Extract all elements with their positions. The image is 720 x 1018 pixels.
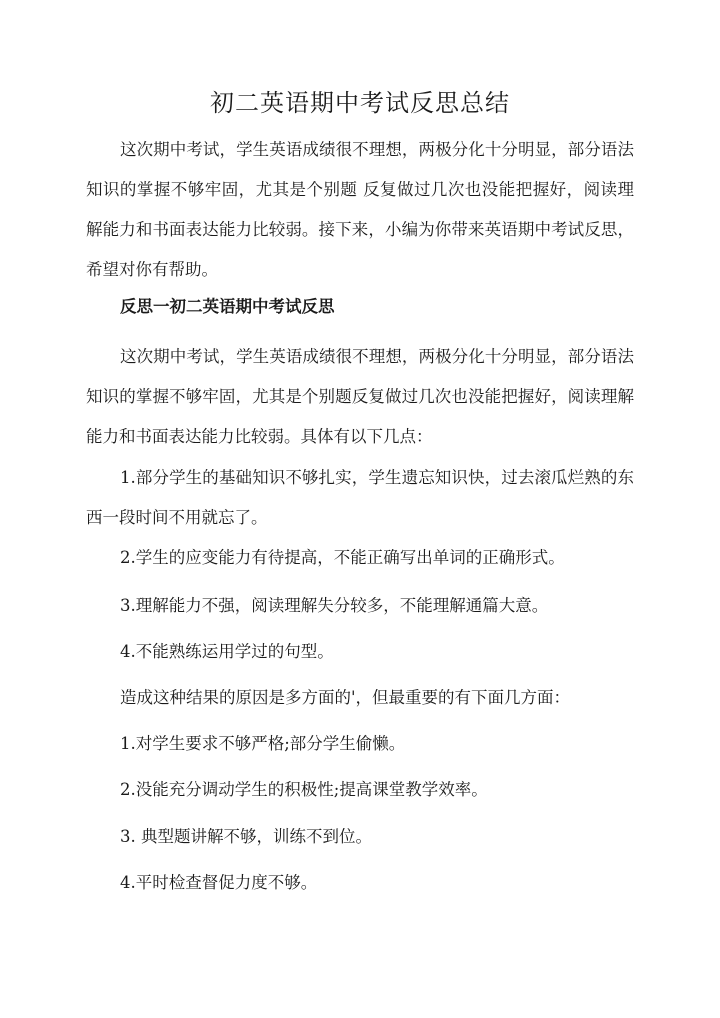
section-intro-paragraph: 这次期中考试，学生英语成绩很不理想，两极分化十分明显，部分语法知识的掌握不够牢固，尤其是个别题反复做过几次也没能把握好，阅读理解能力和书面表达能力比较弱。具体有以下几点： (86, 347, 634, 446)
intro-paragraph: 这次期中考试，学生英语成绩很不理想，两极分化十分明显，部分语法知识的掌握不够牢固，尤其是个别题 反复做过几次也没能把握好，阅读理解能力和书面表达能力比较弱。接下来，小编为你带来英语期中考试反思，希望对你有帮助。 (86, 140, 634, 279)
section-heading: 反思一初二英语期中考试反思 (120, 297, 335, 316)
cause-2: 2.没能充分调动学生的积极性;提高课堂教学效率。 (120, 780, 488, 799)
point-4: 4.不能熟练运用学过的句型。 (120, 642, 334, 661)
document-title: 初二英语期中考试反思总结 (210, 89, 510, 117)
point-1: 1.部分学生的基础知识不够扎实，学生遗忘知识快，过去滚瓜烂熟的东西一段时间不用就忘了。 (86, 468, 634, 527)
point-2: 2.学生的应变能力有待提高，不能正确写出单词的正确形式。 (120, 548, 565, 567)
causes-intro: 造成这种结果的原因是多方面的'，但最重要的有下面几方面： (120, 688, 571, 707)
cause-4: 4.平时检查督促力度不够。 (120, 873, 318, 892)
point-3: 3.理解能力不强，阅读理解失分较多，不能理解通篇大意。 (120, 596, 549, 615)
cause-1: 1.对学生要求不够严格;部分学生偷懒。 (120, 734, 406, 753)
cause-3: 3. 典型题讲解不够，训练不到位。 (120, 827, 372, 846)
